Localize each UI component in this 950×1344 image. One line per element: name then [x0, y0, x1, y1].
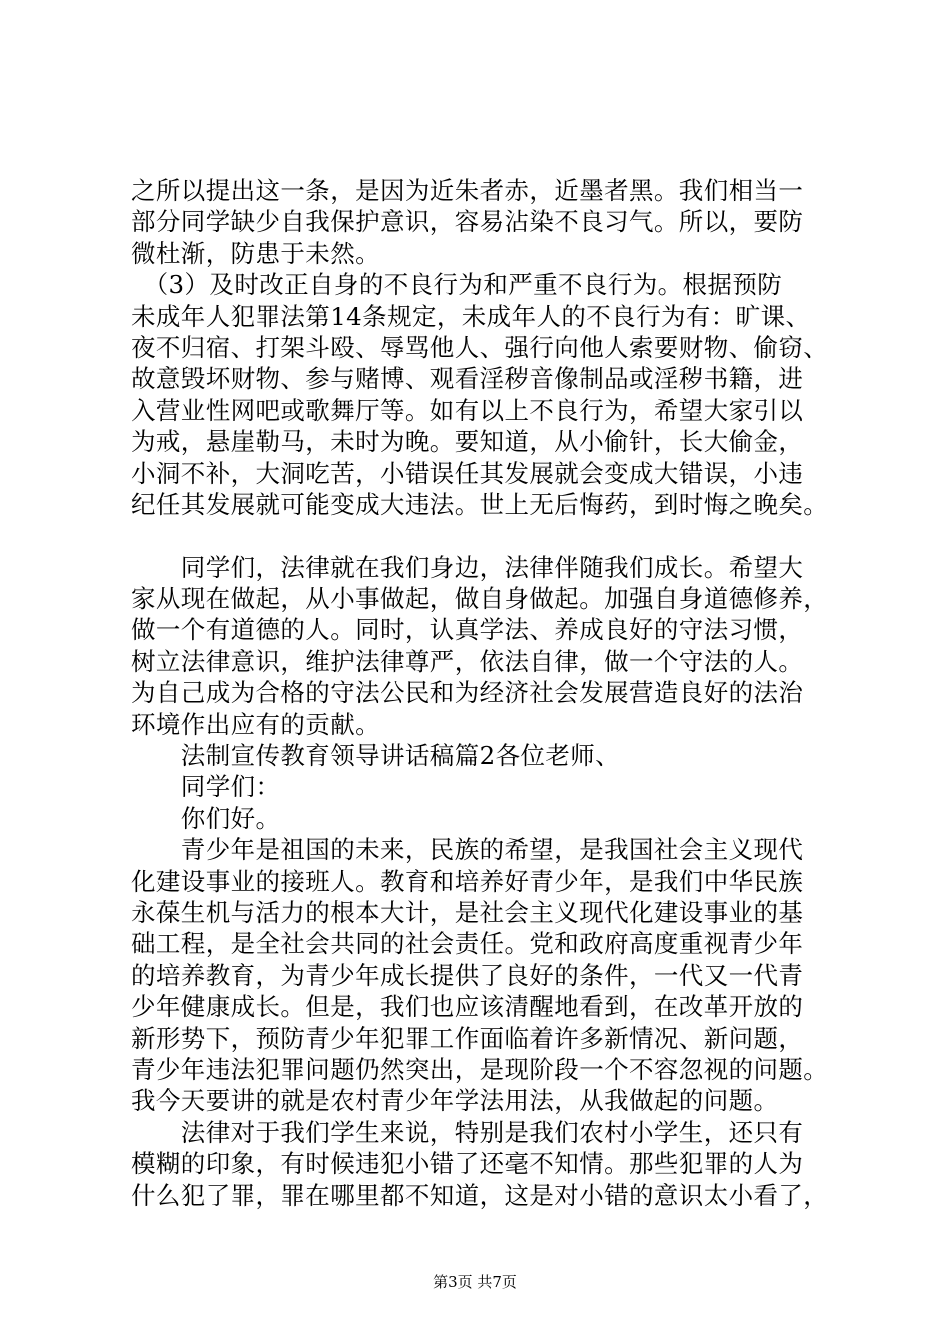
text-line: 故意毁坏财物、参与赌博、观看淫秽音像制品或淫秽书籍，进: [131, 364, 804, 394]
text-line: 同学们，法律就在我们身边，法律伴随我们成长。希望大: [131, 552, 804, 582]
text-line: 夜不归宿、打架斗殴、辱骂他人、强行向他人索要财物、偷窃、: [131, 332, 829, 362]
text-line: 小洞不补，大洞吃苦，小错误任其发展就会变成大错误，小违: [131, 458, 804, 488]
greeting-line: 你们好。: [131, 803, 281, 833]
text-line: 之所以提出这一条，是因为近朱者赤，近墨者黑。我们相当一: [131, 176, 804, 205]
text-line: 做一个有道德的人。同时，认真学法、养成良好的守法习惯，: [131, 615, 804, 645]
text-line: 础工程，是全社会共同的社会责任。党和政府高度重视青少年: [131, 929, 804, 959]
text-line: 永葆生机与活力的根本大计，是社会主义现代化建设事业的基: [131, 897, 804, 927]
text-line: 为戒，悬崖勒马，未时为晚。要知道，从小偷针，长大偷金，: [131, 427, 804, 457]
text-line: 家从现在做起，从小事做起，做自身做起。加强自身道德修养，: [131, 584, 829, 614]
page-number-footer: 第3页 共7页: [433, 1273, 517, 1291]
text-line: 环境作出应有的贡献。: [131, 709, 380, 739]
text-line: 青少年违法犯罪问题仍然突出，是现阶段一个不容忽视的问题。: [131, 1054, 829, 1084]
text-line: 入营业性网吧或歌舞厅等。如有以上不良行为，希望大家引以: [131, 395, 804, 425]
text-line: 树立法律意识，维护法律尊严，依法自律，做一个守法的人。: [131, 646, 804, 676]
text-line: 什么犯了罪，罪在哪里都不知道，这是对小错的意识太小看了，: [131, 1180, 829, 1210]
text-line: 新形势下，预防青少年犯罪工作面临着许多新情况、新问题，: [131, 1023, 804, 1053]
section-heading: 法制宣传教育领导讲话稿篇2各位老师、: [131, 741, 621, 771]
salutation-line: 同学们：: [131, 772, 281, 802]
paragraph-gap: [131, 520, 853, 551]
text-line: 少年健康成长。但是，我们也应该清醒地看到，在改革开放的: [131, 992, 804, 1022]
document-body: [131, 175, 853, 1211]
text-line: 纪任其发展就可能变成大违法。世上无后悔药，到时悔之晚矣。: [131, 489, 829, 519]
text-line: 为自己成为合格的守法公民和为经济社会发展营造良好的法治: [131, 678, 804, 708]
text-line: （3）及时改正自身的不良行为和严重不良行为。根据预防: [131, 270, 783, 300]
text-line: 未成年人犯罪法第14条规定，未成年人的不良行为有：旷课、: [131, 301, 811, 331]
text-line: 模糊的印象，有时候违犯小错了还毫不知情。那些犯罪的人为: [131, 1149, 804, 1179]
text-line: 青少年是祖国的未来，民族的希望，是我国社会主义现代: [131, 835, 804, 865]
text-line: 的培养教育，为青少年成长提供了良好的条件，一代又一代青: [131, 960, 804, 990]
text-line: 部分同学缺少自我保护意识，容易沾染不良习气。所以，要防: [131, 207, 804, 237]
text-line: 化建设事业的接班人。教育和培养好青少年，是我们中华民族: [131, 866, 804, 896]
text-line: 法律对于我们学生来说，特别是我们农村小学生，还只有: [131, 1117, 804, 1147]
text-line: 我今天要讲的就是农村青少年学法用法，从我做起的问题。: [131, 1086, 779, 1116]
text-line: 微杜渐，防患于未然。: [131, 238, 380, 268]
